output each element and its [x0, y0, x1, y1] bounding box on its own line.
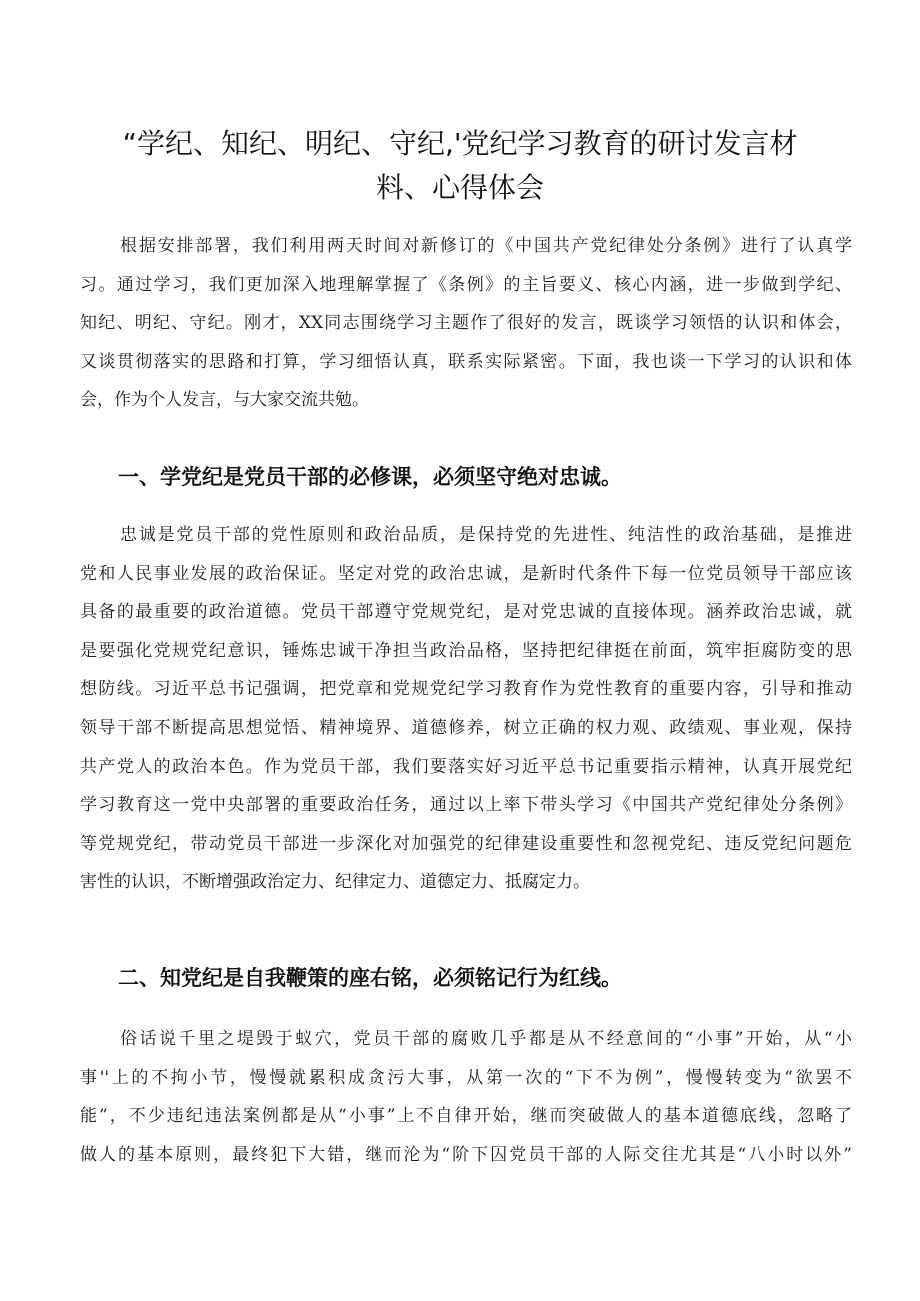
section-1-paragraph: [80, 516, 852, 902]
document-title: [100, 122, 820, 210]
text-line: 想防线。习近平总书记强调，把党章和党规党纪学习教育作为党性教育的重要内容，引导和推动: [80, 679, 852, 700]
text-line: 学习教育这一党中央部署的重要政治任务，通过以上率下带头学习《中国共产党纪律处分条例》: [80, 795, 852, 816]
text-line: 事''上的不拘小节，慢慢就累积成贪污大事，从第一次的“下不为例”，慢慢转变为“欲罢不: [80, 1067, 852, 1088]
text-line: 害性的认识，不断增强政治定力、纪律定力、道德定力、抵腐定力。: [80, 872, 590, 893]
section-1-heading: 一、学党纪是党员干部的必修课，必须坚守绝对忠诚。: [118, 465, 622, 489]
text-line: 忠诚是党员干部的党性原则和政治品质，是保持党的先进性、纯洁性的政治基础，是推进: [120, 525, 852, 545]
text-line: 等党规党纪，带动党员干部进一步深化对加强党的纪律建设重要性和忽视党纪、违反党纪问题危: [80, 833, 852, 854]
intro-paragraph: [80, 227, 852, 420]
text-line: 能”，不少违纪违法案例都是从“小事”上不自律开始，继而突破做人的基本道德底线，忽略了: [80, 1106, 852, 1127]
section-2-heading: 二、知党纪是自我鞭策的座右铭，必须铭记行为红线。: [118, 966, 622, 990]
text-line: 党和人民事业发展的政治保证。坚定对党的政治忠诚，是新时代条件下每一位党员领导干部应该: [80, 563, 852, 584]
text-line: 又谈贯彻落实的思路和打算，学习细悟认真，联系实际紧密。下面，我也谈一下学习的认识和体: [80, 351, 852, 372]
text-line: 是要强化党规党纪意识，锤炼忠诚干净担当政治品格，坚持把纪律挺在前面，筑牢拒腐防变的思: [80, 640, 852, 661]
title-line-1: “学纪、知纪、明纪、守纪,'党纪学习教育的研讨发言材: [122, 127, 798, 160]
text-line: 具备的最重要的政治道德。党员干部遵守党规党纪，是对党忠诚的直接体现。涵养政治忠诚，就: [80, 602, 852, 623]
text-line: 知纪、明纪、守纪。刚才，XX同志围绕学习主题作了很好的发言，既谈学习领悟的认识和体会，: [80, 313, 852, 334]
text-line: 会，作为个人发言，与大家交流共勉。: [80, 390, 369, 411]
section-2-paragraph: [80, 1020, 852, 1174]
text-line: 根据安排部署，我们利用两天时间对新修订的《中国共产党纪律处分条例》进行了认真学: [120, 236, 852, 256]
text-line: 习。通过学习，我们更加深入地理解掌握了《条例》的主旨要义、核心内涵，进一步做到学纪、: [80, 274, 852, 295]
text-line: 俗话说千里之堤毁于蚁穴，党员干部的腐败几乎都是从不经意间的“小事”开始，从“小: [120, 1029, 852, 1049]
text-line: 共产党人的政治本色。作为党员干部，我们要落实好习近平总书记重要指示精神，认真开展党纪: [80, 756, 852, 777]
title-line-2: 料、心得体会: [375, 171, 544, 204]
text-line: 领导干部不断提高思想觉悟、精神境界、道德修养，树立正确的权力观、政绩观、事业观，保持: [80, 717, 852, 738]
text-line: 做人的基本原则，最终犯下大错，继而沦为“阶下囚党员干部的人际交往尤其是“八小时以外”: [80, 1144, 852, 1165]
